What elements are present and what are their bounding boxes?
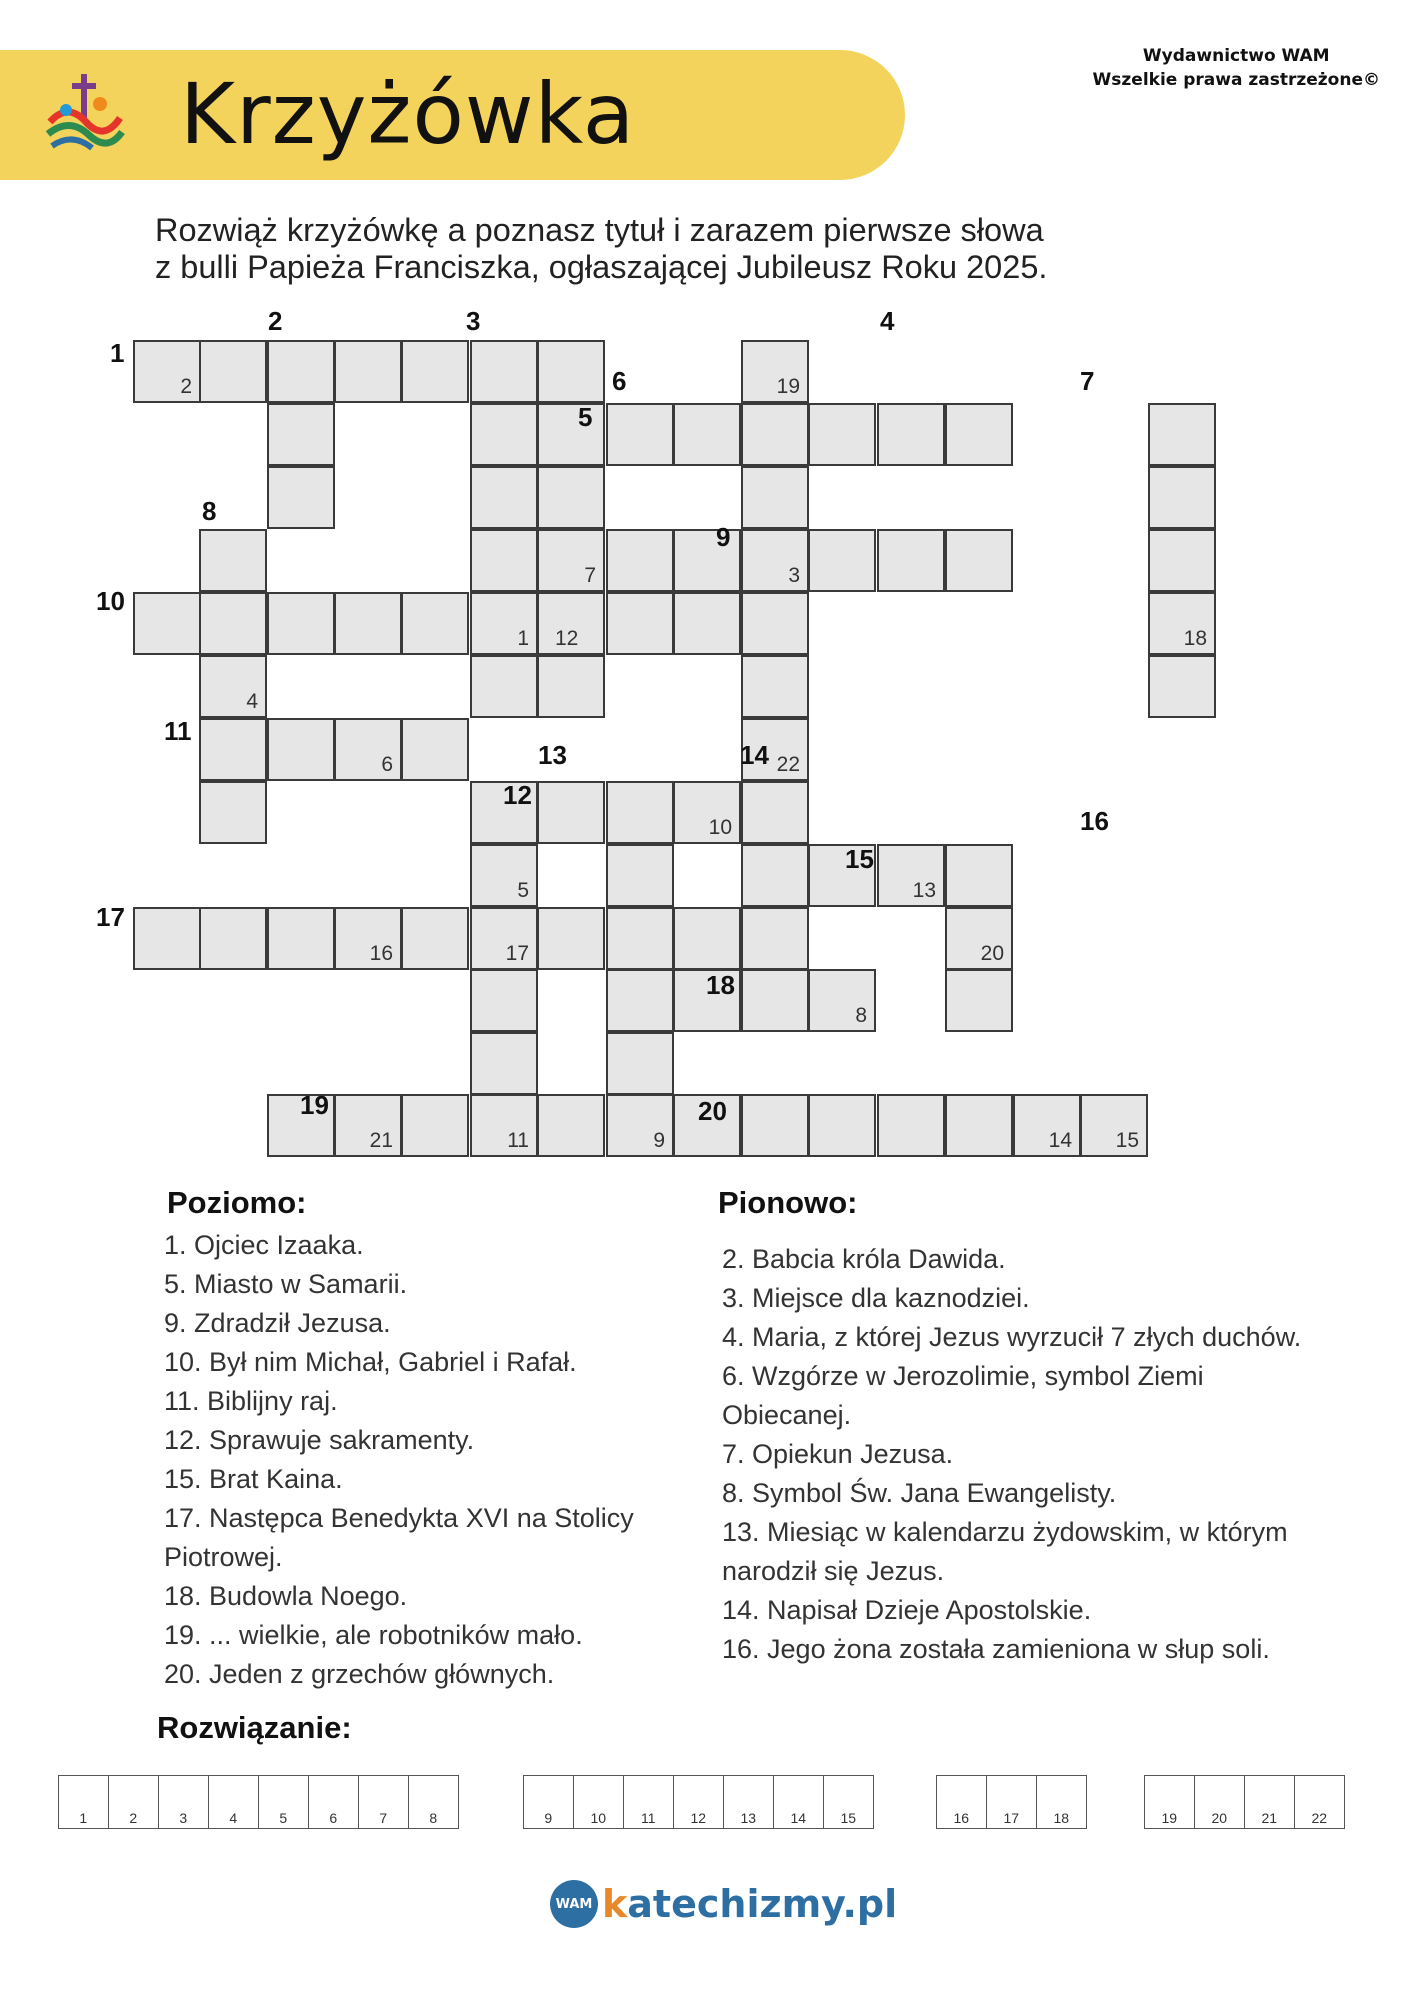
solution-index: 13 — [912, 879, 936, 902]
grid-cell[interactable] — [401, 340, 469, 403]
grid-cell[interactable] — [401, 1094, 469, 1157]
down-clue: 4. Maria, z której Jezus wyrzucił 7 złych duchów. — [722, 1322, 1302, 1352]
solution-box[interactable] — [58, 1775, 110, 1829]
footer-brand — [550, 1880, 897, 1928]
grid-cell[interactable] — [606, 403, 674, 466]
solution-box[interactable] — [1144, 1775, 1196, 1829]
grid-cell[interactable] — [1148, 466, 1216, 529]
grid-cell[interactable] — [470, 655, 538, 718]
clue-number: 9 — [716, 522, 731, 552]
grid-cell[interactable] — [334, 592, 402, 655]
grid-cell[interactable] — [741, 969, 809, 1032]
solution-box-number: 17 — [1003, 1810, 1020, 1826]
solution-box[interactable] — [1194, 1775, 1246, 1829]
wam-icon: WAM — [550, 1880, 598, 1928]
page-title: Krzyżówka — [180, 65, 636, 163]
grid-cell[interactable] — [606, 1032, 674, 1095]
grid-cell[interactable] — [267, 592, 335, 655]
grid-cell[interactable] — [470, 592, 538, 655]
grid-cell[interactable] — [470, 403, 538, 466]
grid-cell[interactable] — [199, 592, 267, 655]
solution-box-number: 14 — [790, 1810, 807, 1826]
clue-number: 1 — [110, 338, 125, 368]
across-clue: 12. Sprawuje sakramenty. — [164, 1425, 475, 1455]
across-clue: 20. Jeden z grzechów głównych. — [164, 1659, 555, 1689]
solution-box[interactable] — [208, 1775, 260, 1829]
solution-index: 21 — [369, 1129, 393, 1152]
clue-number: 20 — [698, 1096, 727, 1126]
solution-box-number: 22 — [1311, 1810, 1328, 1826]
down-clue: 8. Symbol Św. Jana Ewangelisty. — [722, 1478, 1117, 1508]
grid-cell[interactable] — [470, 529, 538, 592]
grid-cell[interactable] — [133, 340, 201, 403]
solution-index: 8 — [855, 1004, 867, 1027]
grid-cell[interactable] — [606, 844, 674, 907]
grid-cell[interactable] — [945, 1094, 1013, 1157]
grid-cell[interactable] — [877, 844, 945, 907]
clue-number: 4 — [880, 306, 895, 336]
clue-number: 13 — [538, 740, 567, 770]
instructions-line-1: Rozwiąż krzyżówkę a poznasz tytuł i zarazem pierwsze słowa — [155, 212, 1044, 248]
solution-index: 12 — [555, 627, 579, 650]
solution-index: 3 — [788, 564, 800, 587]
grid-cell[interactable] — [945, 969, 1013, 1032]
grid-cell[interactable] — [470, 907, 538, 970]
across-clue: 1. Ojciec Izaaka. — [164, 1230, 364, 1260]
grid-cell[interactable] — [334, 340, 402, 403]
grid-cell[interactable] — [537, 466, 605, 529]
grid-cell[interactable] — [470, 1032, 538, 1095]
grid-cell[interactable] — [199, 781, 267, 844]
grid-cell[interactable] — [267, 907, 335, 970]
grid-cell[interactable] — [877, 529, 945, 592]
solution-box[interactable] — [408, 1775, 460, 1829]
solution-word — [937, 1775, 1087, 1829]
down-clue: 14. Napisał Dzieje Apostolskie. — [722, 1595, 1092, 1625]
grid-cell[interactable] — [470, 844, 538, 907]
solution-index: 9 — [653, 1129, 665, 1152]
solution-index: 4 — [246, 690, 258, 713]
solution-box[interactable] — [773, 1775, 825, 1829]
across-clue: 19. ... wielkie, ale robotników mało. — [164, 1620, 583, 1650]
instructions-line-2: z bulli Papieża Franciszka, ogłaszającej Jubileusz Roku 2025. — [155, 249, 1048, 285]
solution-index: 19 — [776, 375, 800, 398]
grid-cell[interactable] — [401, 592, 469, 655]
solution-index: 18 — [1183, 627, 1207, 650]
solution-word — [1145, 1775, 1345, 1829]
solution-word — [59, 1775, 459, 1829]
solution-box[interactable] — [986, 1775, 1038, 1829]
grid-cell[interactable] — [199, 529, 267, 592]
solution-index: 7 — [584, 564, 596, 587]
grid-cell[interactable] — [537, 592, 605, 655]
solution-box-number: 4 — [229, 1810, 238, 1826]
grid-cell[interactable] — [673, 592, 741, 655]
grid-cell[interactable] — [741, 592, 809, 655]
down-title: Pionowo: — [718, 1185, 858, 1220]
grid-cell[interactable] — [199, 718, 267, 781]
grid-cell[interactable] — [199, 907, 267, 970]
solution-box-number: 13 — [740, 1810, 757, 1826]
grid-cell[interactable] — [673, 403, 741, 466]
clue-number: 15 — [845, 844, 874, 874]
solution-box[interactable] — [1244, 1775, 1296, 1829]
clue-number: 12 — [503, 780, 532, 810]
grid-cell[interactable] — [877, 403, 945, 466]
grid-cell[interactable] — [741, 655, 809, 718]
grid-cell[interactable] — [606, 907, 674, 970]
clue-number: 10 — [96, 586, 125, 616]
solution-index: 14 — [1048, 1129, 1072, 1152]
grid-cell[interactable] — [334, 907, 402, 970]
solution-box-number: 20 — [1211, 1810, 1228, 1826]
grid-cell[interactable] — [470, 969, 538, 1032]
grid-cell[interactable] — [741, 1094, 809, 1157]
solution-box[interactable] — [258, 1775, 310, 1829]
solution-box[interactable] — [573, 1775, 625, 1829]
grid-cell[interactable] — [606, 1094, 674, 1157]
solution-box-number: 5 — [279, 1810, 288, 1826]
solution-box-number: 7 — [379, 1810, 388, 1826]
across-clue: 5. Miasto w Samarii. — [164, 1269, 408, 1299]
publisher-name: Wydawnictwo WAM — [1142, 46, 1330, 66]
solution-box[interactable] — [358, 1775, 410, 1829]
clue-number: 8 — [202, 496, 217, 526]
grid-cell[interactable] — [1013, 1094, 1081, 1157]
solution-box-number: 3 — [179, 1810, 188, 1826]
solution-box[interactable] — [673, 1775, 725, 1829]
across-clue: 18. Budowla Noego. — [164, 1581, 408, 1611]
clue-number: 19 — [300, 1090, 329, 1120]
clue-number: 11 — [164, 716, 192, 746]
grid-cell[interactable] — [1080, 1094, 1148, 1157]
solution-index: 10 — [708, 816, 732, 839]
grid-cell[interactable] — [470, 340, 538, 403]
grid-cell[interactable] — [1148, 592, 1216, 655]
solution-box[interactable] — [823, 1775, 875, 1829]
clue-number: 3 — [466, 306, 481, 336]
solution-box-number: 12 — [690, 1810, 707, 1826]
solution-box[interactable] — [523, 1775, 575, 1829]
clue-number: 5 — [578, 402, 593, 432]
across-clue: 10. Był nim Michał, Gabriel i Rafał. — [164, 1347, 577, 1377]
solution-box-number: 2 — [129, 1810, 138, 1826]
solution-index: 11 — [507, 1129, 529, 1152]
solution-index: 5 — [517, 879, 529, 902]
grid-cell[interactable] — [741, 340, 809, 403]
solution-box-number: 11 — [640, 1810, 656, 1826]
grid-cell[interactable] — [808, 1094, 876, 1157]
grid-cell[interactable] — [267, 718, 335, 781]
grid-cell[interactable] — [133, 592, 201, 655]
grid-cell[interactable] — [606, 781, 674, 844]
across-clues — [164, 1226, 684, 1694]
down-clue: 3. Miejsce dla kaznodziei. — [722, 1283, 1030, 1313]
solution-box[interactable] — [108, 1775, 160, 1829]
across-clue: 11. Biblijny raj. — [164, 1386, 338, 1416]
grid-cell[interactable] — [133, 907, 201, 970]
solution-box-number: 6 — [329, 1810, 338, 1826]
grid-cell[interactable] — [537, 781, 605, 844]
grid-cell[interactable] — [741, 907, 809, 970]
grid-cell[interactable] — [741, 403, 809, 466]
grid-cell[interactable] — [808, 403, 876, 466]
solution-index: 15 — [1115, 1129, 1139, 1152]
down-clue: 16. Jego żona została zamieniona w słup soli. — [722, 1634, 1270, 1664]
down-clue: 2. Babcia króla Dawida. — [722, 1244, 1006, 1274]
solution-box[interactable] — [308, 1775, 360, 1829]
grid-cell[interactable] — [808, 529, 876, 592]
solution-box[interactable] — [1036, 1775, 1088, 1829]
grid-cell[interactable] — [537, 907, 605, 970]
grid-cell[interactable] — [606, 592, 674, 655]
grid-cell[interactable] — [877, 1094, 945, 1157]
grid-cell[interactable] — [1148, 529, 1216, 592]
solution-box-number: 16 — [953, 1810, 970, 1826]
grid-cell[interactable] — [537, 403, 605, 466]
solution-box-number: 9 — [544, 1810, 553, 1826]
grid-cell[interactable] — [537, 655, 605, 718]
solution-index: 2 — [180, 375, 192, 398]
down-clue: 6. Wzgórze w Jerozolimie, symbol Ziemi Obiecanej. — [722, 1361, 1204, 1430]
grid-cell[interactable] — [334, 1094, 402, 1157]
solution-box[interactable] — [158, 1775, 210, 1829]
grid-cell[interactable] — [334, 718, 402, 781]
across-clue: 15. Brat Kaina. — [164, 1464, 343, 1494]
solution-box[interactable] — [723, 1775, 775, 1829]
down-clue: 7. Opiekun Jezusa. — [722, 1439, 954, 1469]
clue-number: 7 — [1080, 366, 1095, 396]
solution-box-number: 8 — [429, 1810, 438, 1826]
solution-index: 17 — [505, 942, 529, 965]
solution-box[interactable] — [623, 1775, 675, 1829]
grid-cell[interactable] — [537, 340, 605, 403]
solution-box-number: 10 — [590, 1810, 607, 1826]
grid-cell[interactable] — [945, 907, 1013, 970]
grid-cell[interactable] — [267, 403, 335, 466]
solution-index: 6 — [381, 753, 393, 776]
across-clue: 9. Zdradził Jezusa. — [164, 1308, 391, 1338]
solution-box-number: 21 — [1261, 1810, 1278, 1826]
grid-cell[interactable] — [808, 969, 876, 1032]
clue-number: 18 — [706, 970, 735, 1000]
grid-cell[interactable] — [537, 529, 605, 592]
grid-cell[interactable] — [267, 340, 335, 403]
solution-box-number: 19 — [1161, 1810, 1178, 1826]
clue-number: 6 — [612, 366, 627, 396]
down-clues — [722, 1240, 1322, 1669]
grid-cell[interactable] — [945, 403, 1013, 466]
across-title: Poziomo: — [167, 1185, 307, 1220]
grid-cell[interactable] — [1148, 403, 1216, 466]
clue-number: 17 — [96, 902, 125, 932]
grid-cell[interactable] — [401, 718, 469, 781]
solution-index: 22 — [776, 753, 800, 776]
grid-cell[interactable] — [673, 781, 741, 844]
grid-cell[interactable] — [741, 781, 809, 844]
grid-cell[interactable] — [199, 340, 267, 403]
grid-cell[interactable] — [401, 907, 469, 970]
clue-number: 14 — [740, 740, 769, 770]
copyright-note: Wszelkie prawa zastrzeżone© — [1092, 70, 1380, 90]
grid-cell[interactable] — [673, 529, 741, 592]
solution-index: 1 — [517, 627, 529, 650]
grid-cell[interactable] — [1148, 655, 1216, 718]
grid-cell[interactable] — [470, 1094, 538, 1157]
solution-box-number: 15 — [840, 1810, 857, 1826]
solution-word — [524, 1775, 874, 1829]
clue-number: 2 — [268, 306, 283, 336]
grid-cell[interactable] — [606, 969, 674, 1032]
solution-box[interactable] — [1294, 1775, 1346, 1829]
grid-cell[interactable] — [606, 529, 674, 592]
grid-cell[interactable] — [537, 1094, 605, 1157]
down-clue: 13. Miesiąc w kalendarzu żydowskim, w którym narodził się Jezus. — [722, 1517, 1288, 1586]
clue-number: 16 — [1080, 806, 1109, 836]
grid-cell[interactable] — [741, 529, 809, 592]
solution-box-number: 18 — [1053, 1810, 1070, 1826]
across-clue: 17. Następca Benedykta XVI na Stolicy Piotrowej. — [164, 1503, 634, 1572]
solution-box[interactable] — [936, 1775, 988, 1829]
solution-index: 20 — [980, 942, 1004, 965]
grid-cell[interactable] — [470, 466, 538, 529]
footer-site-initial: k — [602, 1882, 628, 1926]
grid-cell[interactable] — [267, 466, 335, 529]
grid-cell[interactable] — [945, 529, 1013, 592]
solution-index: 16 — [369, 942, 393, 965]
footer-site-name: atechizmy.pl — [627, 1882, 898, 1926]
grid-cell[interactable] — [199, 655, 267, 718]
solution-box-number: 1 — [79, 1810, 88, 1826]
grid-cell[interactable] — [741, 466, 809, 529]
grid-cell[interactable] — [673, 907, 741, 970]
solution-title: Rozwiązanie: — [157, 1710, 352, 1745]
grid-cell[interactable] — [741, 844, 809, 907]
grid-cell[interactable] — [945, 844, 1013, 907]
